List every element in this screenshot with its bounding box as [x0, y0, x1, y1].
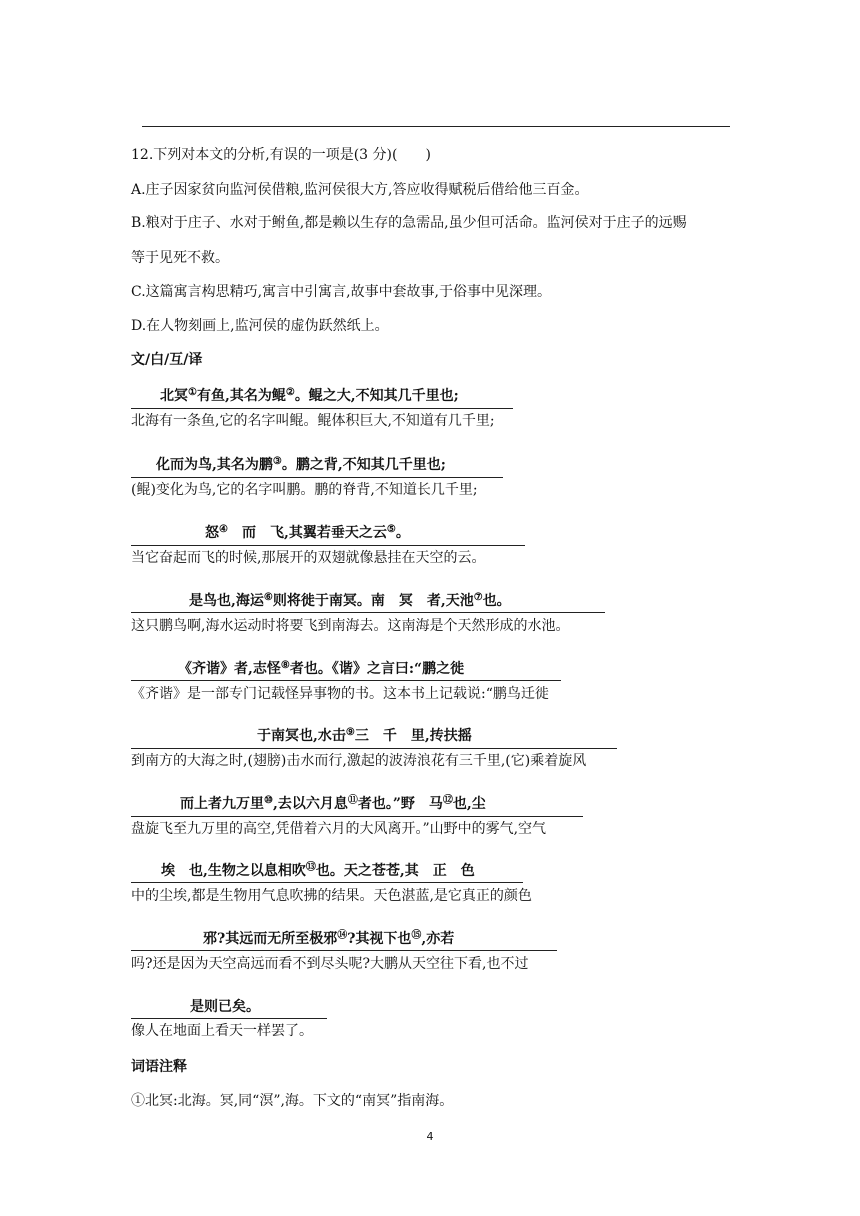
translation-line: 《齐谐》是一部专门记载怪异事物的书。这本书上记载说:“鹏鸟迁徙 — [131, 686, 549, 702]
option-b-continued: 等于见死不救。 — [131, 250, 229, 266]
translation-line: 吗?还是因为天空高远而看不到尽头呢?大鹏从天空往下看,也不过 — [131, 956, 529, 972]
footnote-marker: ⑤ — [386, 524, 396, 535]
glossary-item: ①北冥:北海。冥,同“溟”,海。下文的“南冥”指南海。 — [131, 1093, 454, 1109]
original-text-line: 化而为鸟,其名为鹏③。鹏之背,不知其几千里也; — [156, 456, 446, 473]
underline — [131, 680, 561, 681]
footnote-marker: ⑭ — [337, 930, 348, 941]
original-text-line: 北冥①有鱼,其名为鲲②。鲲之大,不知其几千里也; — [160, 387, 459, 404]
translation-line: 到南方的大海之时,(翅膀)击水而行,激起的波涛浪花有三千里,(它)乘着旋风 — [131, 753, 587, 769]
footnote-marker: ② — [285, 387, 295, 398]
option-c: C.这篇寓言构思精巧,寓言中引寓言,故事中套故事,于俗事中见深理。 — [131, 284, 552, 300]
footnote-marker: ⑮ — [411, 930, 422, 941]
footnote-marker: ⑧ — [280, 660, 290, 671]
footnote-marker: ⑪ — [347, 795, 358, 806]
section-title: 文/白/互/译 — [131, 352, 203, 368]
footnote-marker: ① — [188, 387, 197, 398]
original-text-line: 邪?其远而无所至极邪⑭?其视下也⑮,亦若 — [203, 930, 455, 947]
footnote-marker: ⑥ — [263, 592, 273, 603]
translation-line: 北海有一条鱼,它的名字叫鲲。鲲体积巨大,不知道有几千里; — [131, 413, 495, 429]
underline — [131, 748, 617, 749]
footnote-marker: ⑬ — [305, 862, 316, 873]
underline — [131, 477, 503, 478]
translation-line: (鲲)变化为鸟,它的名字叫鹏。鹏的脊背,不知道长几千里; — [131, 482, 478, 498]
footnote-marker: ⑫ — [442, 795, 453, 806]
underline — [131, 1018, 327, 1019]
underline — [131, 408, 513, 409]
original-text-line: 《齐谐》者,志怪⑧者也。《谐》之言曰:“鹏之徙 — [178, 660, 465, 677]
page-number: 4 — [426, 1130, 434, 1143]
original-text-line: 是鸟也,海运⑥则将徙于南冥。南 冥 者,天池⑦也。 — [189, 592, 511, 609]
question-stem: 12.下列对本文的分析,有误的一项是(3 分)( ) — [131, 147, 431, 163]
translation-line: 当它奋起而飞的时候,那展开的双翅就像悬挂在天空的云。 — [131, 550, 486, 566]
option-a: A.庄子因家贫向监河侯借粮,监河侯很大方,答应收得赋税后借给他三百金。 — [131, 182, 589, 198]
underline — [131, 950, 557, 951]
original-text-line: 埃 也,生物之以息相吹⑬也。天之苍苍,其 正 色 — [161, 862, 475, 879]
underline — [131, 882, 523, 883]
glossary-title: 词语注释 — [131, 1059, 187, 1075]
footnote-marker: ③ — [272, 456, 282, 467]
option-b: B.粮对于庄子、水对于鲋鱼,都是赖以生存的急需品,虽少但可活命。监河侯对于庄子的远赐 — [131, 215, 687, 231]
footnote-marker: ⑨ — [345, 727, 355, 738]
underline — [131, 612, 605, 613]
translation-line: 像人在地面上看天一样罢了。 — [131, 1023, 313, 1039]
footnote-marker: ⑩ — [264, 795, 273, 806]
footnote-marker: ⑦ — [473, 592, 483, 603]
footnote-marker: ④ — [219, 524, 228, 535]
original-text-line: 而上者九万里⑩,去以六月息⑪者也。”野 马⑫也,尘 — [180, 795, 486, 812]
translation-line: 这只鹏鸟啊,海水运动时将要飞到南海去。这南海是个天然形成的水池。 — [131, 618, 570, 634]
translation-line: 中的尘埃,都是生物用气息吹拂的结果。天色湛蓝,是它真正的颜色 — [131, 888, 532, 904]
original-text-line: 是则已矣。 — [190, 999, 260, 1015]
translation-line: 盘旋飞至九万里的高空,凭借着六月的大风离开。”山野中的雾气,空气 — [131, 821, 547, 837]
original-text-line: 于南冥也,水击⑨三 千 里,抟扶摇 — [257, 727, 472, 744]
option-d: D.在人物刻画上,监河侯的虚伪跃然纸上。 — [131, 318, 389, 334]
original-text-line: 怒④ 而 飞,其翼若垂天之云⑤。 — [205, 524, 410, 541]
header-rule — [142, 126, 730, 127]
underline — [131, 816, 583, 817]
underline — [131, 545, 525, 546]
